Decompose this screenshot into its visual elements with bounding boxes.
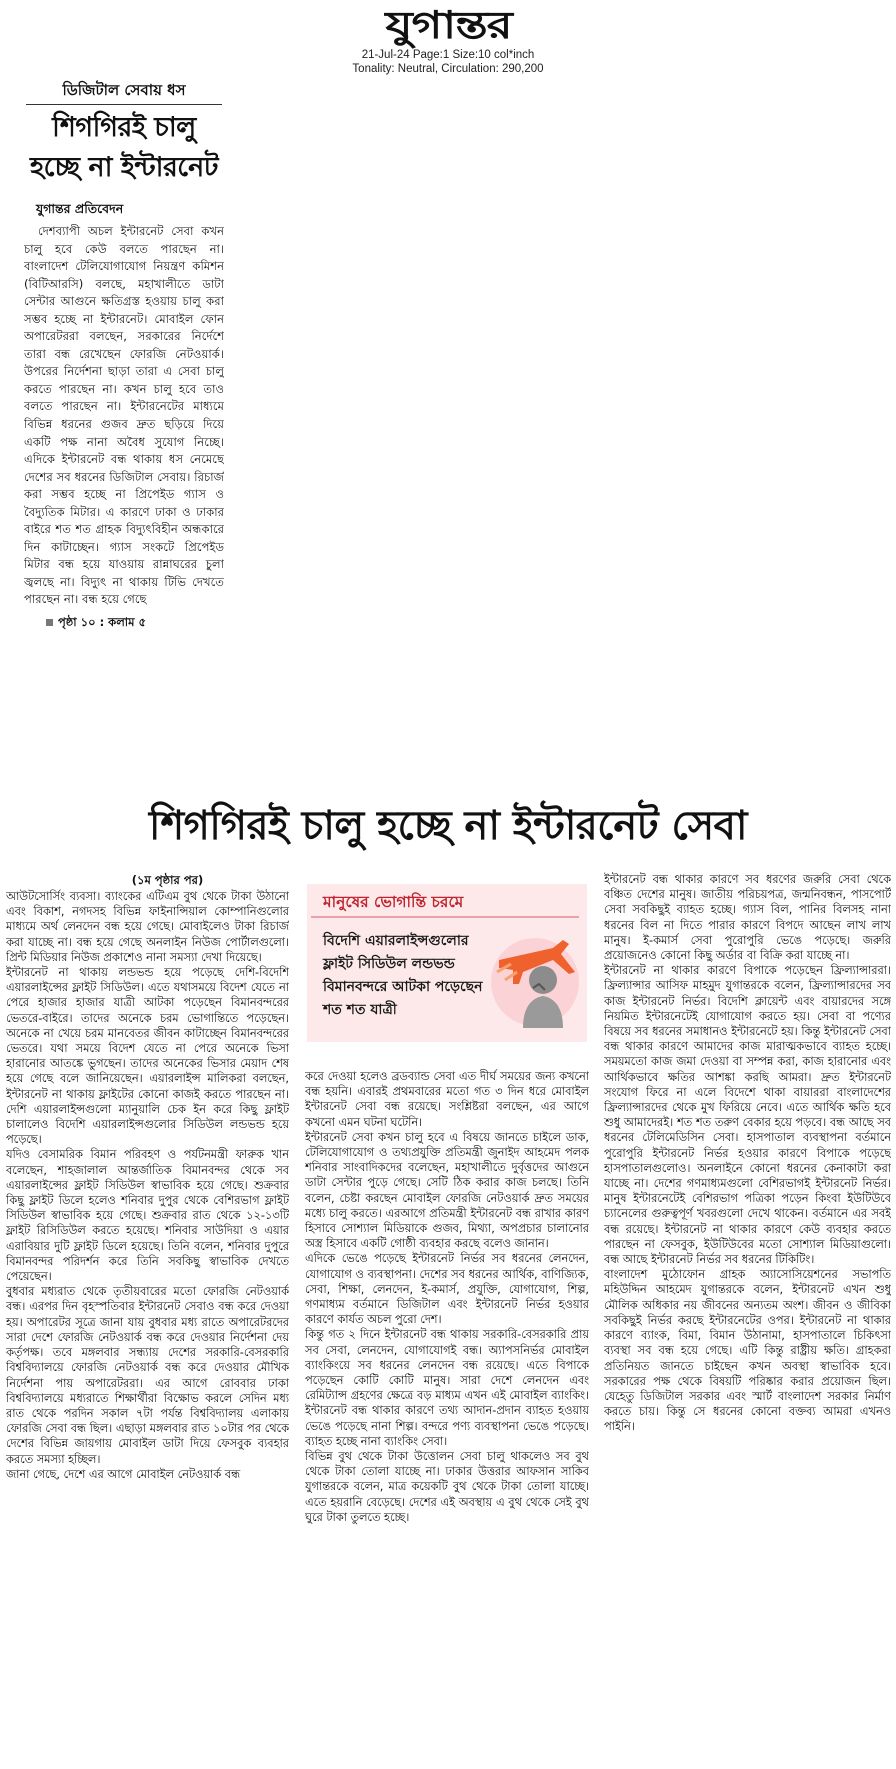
article-paragraph: ইন্টারনেট বন্ধ থাকার কারণে সব ধরণের জরুরি সেবা থেকে বঞ্চিত দেশের মানুষ। জাতীয় পরিচয়পত্র, জন্মনিবন্ধন, পাসপোর্ট সেবা সবকিছুই ব্যাহত হচ্ছে। গ্যাস বিল, পানির বিলসহ নানা ধরনের বিল না দিতে পারার কারণে বিপদে আছেন লাখ লাখ মানুষ। ই-কমার্স সেবা পুরোপুরি ভেঙে পড়েছে। জরুরি প্রয়োজনেও কোনো কিছু অর্ডার বা বিক্রি করা যাচ্ছে না। bbox=[604, 873, 891, 963]
article-paragraph: ইন্টারনেট না থাকার কারণে বিপাকে পড়েছেন ফ্রিল্যান্সাররা। ফ্রিল্যান্সার আসিফ মাহমুদ যুগান্তরকে বলেন, ফ্রিল্যান্সারদের সব কাজ ইন্টারনেট নির্ভর। বিদেশি ক্লায়েন্ট এবং বায়ারদের সঙ্গে নিয়মিত ইন্টারনেটেই যোগাযোগ করতে হয়। সেবা বা পণ্যের বিষয়ে সব ধরনের সমাধানও ইন্টারনেটে হয়। কিন্তু ইন্টারনেট সেবা বন্ধ থাকার কারণে আমাদের কাজ মারাত্মকভাবে ব্যাহত হচ্ছে। সময়মতো কাজ জমা দেওয়া বা সম্পন্ন করা, কাজ হারানোর এবং আর্থিকভাবে ক্ষতির আশঙ্কা করছি আমরা। দ্রুত ইন্টারনেট সংযোগ ফিরে না এলে বিদেশে থাকা বায়াররা বাংলাদেশের ফ্রিল্যান্সারদের থেকে মুখ ফিরিয়ে নেবে। এতে আর্থিক ক্ষতি হবে শুধু আমাদেরই। শত শত তরুণ বেকার হয়ে পড়বে। বন্ধ আছে সব ধরনের টেলিমেডিসিন সেবা। হাসপাতাল ব্যবস্থাপনা বর্তমানে পুরোপুরি ইন্টারনেট নির্ভর হওয়ার কারণে বিপাকে পড়েছে হাসপাতালগুলোও। অনলাইনে কোনো ধরনের কেনাকাটা করা যাচ্ছে না। দেশের গণমাধ্যমগুলো বেশিরভাগই ইন্টারনেট নির্ভর। মানুষ ইন্টারনেটেই বেশিরভাগ পত্রিকা পড়েন কিংবা ইউটিউবে চ্যানেলের গুরুত্বপূর্ণ খবরগুলো দেখে থাকেন। বর্তমানে এর সবই বন্ধ রয়েছে। ইন্টারনেট না থাকার কারণে কেউ ব্যবহার করতে পারছেন না ফেসবুক, ইউটিউবের মতো সোশ্যাল মিডিয়াগুলো। বন্ধ আছে ইন্টারনেট নির্ভর সব ধরনের টিকিটিং। bbox=[604, 964, 891, 1267]
highlight-box bbox=[307, 884, 587, 1042]
continued-on-text: পৃষ্ঠা ১০ : কলাম ৫ bbox=[58, 615, 146, 630]
continued-on-label bbox=[24, 613, 224, 631]
article-paragraph: বুধবার মধ্যরাত থেকে তৃতীয়বারের মতো ফোরজি নেটওয়ার্ক বন্ধ। এরপর দিন বৃহস্পতিবার ইন্টারনেট সেবাও বন্ধ করে দেওয়া হয়। অপারেটর সূত্রে জানা যায় বুধবার মধ্য রাতে অপারেটরদের সারা দেশে ফোরজি নেটওয়ার্ক বন্ধ করে দেওয়ার নির্দেশনা দেয় কর্তৃপক্ষ। তবে মঙ্গলবার সন্ধ্যায় দেশের সরকারি-বেসরকারি বিশ্ববিদ্যালয়ে ফোরজি নেটওয়ার্ক বন্ধ করে দেওয়ার মৌখিক নির্দেশনা পায় অপারেটররা। এর আগে রোববার ঢাকা বিশ্ববিদ্যালয়ে মধ্যরাতে শিক্ষার্থীরা বিক্ষোভ করলে সেদিন মধ্য রাত থেকে পরদিন সকাল ৭টা পর্যন্ত বিশ্ববিদ্যালয় এলাকায় ফোরজি সেবা বন্ধ ছিল। এছাড়া মঙ্গলবার রাত ১০টার পর থেকে দেশের বিভিন্ন জায়গায় মোবাইল ডাটা দিয়ে ফেসবুক ব্যবহার করতে সমস্যা হচ্ছিল। bbox=[6, 1285, 289, 1466]
clipping-kicker: ডিজিটাল সেবায় ধস bbox=[62, 81, 186, 99]
masthead bbox=[0, 2, 896, 76]
article-paragraph: ইন্টারনেট না থাকায় লন্ডভন্ড হয়ে পড়েছে দেশি-বিদেশি এয়ারলাইন্সের ফ্লাইট সিডিউল। এতে যথাসময়ে বিদেশ যেতে না পেরে হাজার হাজার যাত্রী আটকা পড়েছেন বিমানবন্দরের ভেতরে-বাইরে। তাদের অনেকে চরম ভোগান্তিতে পড়েছেন। অনেকে না খেয়ে চরম মানবেতর জীবন কাটাচ্ছেন বিমানবন্দরের ভেতরে। যথা সময়ে বিদেশ যেতে না পেরে অনেকে ভিসা হারানোর আতঙ্কে ভুগছেন। তাদের অনেকের ভিসার মেয়াদ শেষ হয়ে গেছে বলে জানিয়েছেন। এয়ারলাইন্স মালিকরা বলছেন, ইন্টারনেট না থাকায় ফ্লাইটের কোনো কাজই করতে পারছেন না। দেশি এয়ারলাইন্সগুলো ম্যানুয়ালি চেক ইন করে কিছু ফ্লাইট চালালেও বিদেশি এয়ারলাইন্সগুলোর সিডিউল লন্ডভন্ড হয়ে পড়েছে। bbox=[6, 966, 289, 1147]
kicker-divider bbox=[26, 104, 222, 105]
article-column-2 bbox=[305, 1069, 589, 1762]
clipping-meta-date: 21-Jul-24 Page:1 Size:10 col*inch bbox=[361, 49, 535, 61]
clipping-body: দেশব্যাপী অচল ইন্টারনেট সেবা কখন চালু হবে কেউ বলতে পারছেন না। বাংলাদেশ টেলিযোগাযোগ নিয়ন্ত্রণ কমিশন (বিটিআরসি) বলছে, মহাখালীতে ডাটা সেন্টার আগুনে ক্ষতিগ্রস্ত হওয়ায় চালু করা সম্ভব হচ্ছে না ইন্টারনেট। মোবাইল ফোন অপারেটররা বলছেন, সরকারের নির্দেশে তারা বন্ধ রেখেছেন ফোরজি নেটওয়ার্ক। উপরের নির্দেশনা ছাড়া তারা এ সেবা চালু করতে পারছেন না। কখন চালু হবে তাও বলতে পারছেন না। ইন্টারনেটের মাধ্যমে বিভিন্ন ধরনের গুজব দ্রুত ছড়িয়ে দিয়ে একটি পক্ষ নানা অবৈধ সুযোগ নিচ্ছে। এদিকে ইন্টারনেট বন্ধ থাকায় ধস নেমেছে দেশের সব ধরনের ডিজিটাল সেবায়। রিচার্জ করা সম্ভব হচ্ছে না প্রিপেইড গ্যাস ও বৈদ্যুতিক মিটার। এ কারণে ঢাকা ও ঢাকার বাইরে শত শত গ্রাহক বিদ্যুৎবিহীন অন্ধকারে দিন কাটাচ্ছেন। গ্যাস সংকটে প্রিপেইড মিটার বন্ধ হয়ে যাওয়ায় রান্নাঘরের চুলা জ্বলছে না। বিদ্যুৎ না থাকায় টিভি দেখতে পারছেন না। বন্ধ হয়ে গেছে bbox=[24, 224, 224, 607]
article-paragraph: জানা গেছে, দেশে এর আগে মোবাইল নেটওয়ার্ক বন্ধ bbox=[6, 1467, 241, 1481]
article-paragraph: করে দেওয়া হলেও ব্রডব্যান্ড সেবা এত দীর্ঘ সময়ের জন্য কখনো বন্ধ হয়নি। এবারই প্রথমবারের মতো গত ৩ দিন ধরে মোবাইল ইন্টারনেট সেবা বন্ধ রয়েছে। সংশ্লিষ্টরা বলছেন, এর আগে কখনো এমন ঘটনা ঘটেনি। bbox=[305, 1070, 589, 1129]
article-headline: শিগগিরই চালু হচ্ছে না ইন্টারনেট সেবা bbox=[149, 803, 747, 849]
clipping-meta-tonality: Tonality: Neutral, Circulation: 290,200 bbox=[352, 63, 544, 75]
article-column-1 bbox=[6, 872, 289, 1762]
article-paragraph: আউটসোর্সিং ব্যবসা। ব্যাংকের এটিএম বুথ থেকে টাকা উঠানো এবং বিকাশ, নগদসহ বিভিন্ন ফাইনান্সিয়াল কোম্পানিগুলোর মাধ্যমে অর্থ লেনদেন বন্ধ হয়ে গেছে। মোবাইলেও টাকা রিচার্জ করা যাচ্ছে না। বন্ধ হয়ে গেছে অনলাইন নিউজ পোর্টালগুলো। প্রিন্ট মিডিয়ার নিউজ প্রকাশেও নানা সমস্যা দেখা দিয়েছে। bbox=[6, 890, 289, 964]
article-paragraph: কিন্তু গত ২ দিনে ইন্টারনেট বন্ধ থাকায় সরকারি-বেসরকারি প্রায় সব সেবা, লেনদেন, যোগাযোগই বন্ধ। অ্যাপসনির্ভর মোবাইল ব্যাংকিংয়ে সব ধরনের লেনদেন বন্ধ রয়েছে। এতে বিপাকে পড়েছেন কোটি কোটি মানুষ। সারা দেশে লেনদেন এবং রেমিট্যান্স গ্রহণের ক্ষেত্রে বড় মাধ্যম এখন এই মোবাইল ব্যাংকিং। ইন্টারনেট বন্ধ থাকার কারণে তথ্য আদান-প্রদান ব্যাহত হওয়ায় ভেঙে পড়েছে নানা শিল্প। বন্দরে পণ্য ব্যবস্থাপনা ভেঙে পড়েছে। ব্যাহত হচ্ছে নানা ব্যাংকিং সেবা। bbox=[305, 1328, 589, 1448]
highlight-text: বিদেশি এয়ারলাইন্সগুলোর ফ্লাইট সিডিউল লন্ডভন্ড বিমানবন্দরে আটকা পড়েছেন শত শত যাত্রী bbox=[323, 933, 483, 1018]
highlight-title: মানুষের ভোগান্তি চরমে bbox=[311, 888, 579, 918]
article-column-3 bbox=[604, 872, 891, 1762]
article-paragraph: যদিও বেসামরিক বিমান পরিবহণ ও পর্যটনমন্ত্রী ফারুক খান বলেছেন, শাহজালাল আন্তর্জাতিক বিমানবন্দর থেকে সব এয়ারলাইন্সের ফ্লাইট সিডিউল স্বাভাবিক হয়ে গেছে। শুক্রবার কিছু ফ্লাইট ডিলে হলেও শনিবার দুপুর থেকে বেশিরভাগ ফ্লাইট সিডিউল স্বাভাবিক হয়ে গেছে। শুক্রবার রাত থেকে ১২-১৩টি ফ্লাইট রিসিডিউল করতে হয়েছে। শনিবার সাউদিয়া ও এয়ার এরাবিয়ার দুটি ফ্লাইট ডিলে হয়েছে। তিনি বলেন, শনিবার দুপুরে বিমানবন্দর পরিদর্শন করে তিনি সবকিছু স্বাভাবিক দেখতে পেয়েছেন। bbox=[6, 1148, 289, 1284]
stranded-traveler-airplane-icon bbox=[483, 924, 587, 1036]
clipping-headline: শিগগিরই চালু হচ্ছে না ইন্টারনেট bbox=[30, 112, 218, 183]
front-page-clipping bbox=[24, 79, 224, 779]
article-paragraph: ইন্টারনেট সেবা কখন চালু হবে এ বিষয়ে জানতে চাইলে ডাক, টেলিযোগাযোগ ও তথ্যপ্রযুক্তি প্রতিমন্ত্রী জুনাইদ আহমেদ পলক শনিবার সাংবাদিকদের বলেছেন, মহাখালীতে দুর্বৃত্তদের আগুনে ডাটা সেন্টার পুড়ে গেছে। সেটি ঠিক করার কাজ চলছে। তিনি বলেন, চেষ্টা করছেন মোবাইল ফোরজি নেটওয়ার্ক দ্রুত সময়ের মধ্যে চালু করতে। এরআগে প্রতিমন্ত্রী ইন্টারনেট বন্ধ রাখার কারণ হিসাবে সোশ্যাল মিডিয়াকে গুজব, মিথ্যা, অপপ্রচার চালানোর অস্ত্র হিসাবে একটি গোষ্ঠী ব্যবহার করছে বলেও জানান। bbox=[305, 1130, 589, 1251]
article-paragraph: বিভিন্ন বুথ থেকে টাকা উত্তোলন সেবা চালু থাকলেও সব বুথ থেকে টাকা তোলা যাচ্ছে না। ঢাকার উত্তরার আফসান সাকিব যুগান্তরকে বলেন, মাত্র কয়েকটি বুথ থেকে টাকা তোলা যাচ্ছে। এতে হয়রানি বেড়েছে। দেশের এই অবস্থায় এ বুথ থেকে সেই বুথ ঘুরে টাকা তুলতে হচ্ছে। bbox=[305, 1450, 589, 1524]
clipping-byline: যুগান্তর প্রতিবেদন bbox=[36, 201, 124, 216]
article-paragraph: এদিকে ভেঙে পড়েছে ইন্টারনেট নির্ভর সব ধরনের লেনদেন, যোগাযোগ ও ব্যবস্থাপনা। দেশের সব ধরনের আর্থিক, বাণিজ্যিক, সেবা, শিক্ষা, লেনদেন, ই-কমার্স, প্রযুক্তি, যোগাযোগ, শিল্প, গণমাধ্যম বর্তমানে ডিজিটাল এবং ইন্টারনেট নির্ভর হওয়ার কারণে কার্যত অচল পুরো দেশ। bbox=[305, 1252, 589, 1327]
continued-from-label: (১ম পৃষ্ঠার পর) bbox=[131, 873, 204, 887]
newspaper-logo: যুগান্তর bbox=[384, 2, 512, 47]
article-paragraph: বাংলাদেশ মুঠোফোন গ্রাহক অ্যাসোসিয়েশনের সভাপতি মহিউদ্দিন আহমেদ যুগান্তরকে বলেন, ইন্টারনেট এখন শুধু মৌলিক অধিকার নয় জীবনের অন্যতম অংশ। জীবন ও জীবিকা সবকিছুই নির্ভর করছে ইন্টারনেটের ওপর। ইন্টারনেট না থাকার কারণে ব্যাংক, বিমা, বিমান উঠানামা, হাসপাতালে চিকিৎসা ব্যবস্থা সব বন্ধ হয়ে গেছে। এটি কিন্তু রাষ্ট্রীয় ক্ষতি। গ্রাহকরা প্রতিনিয়ত জানতে চাইছেন কখন অবস্থা স্বাভাবিক হবে। সরকারের পক্ষ থেকে বিষয়টি পরিষ্কার করার প্রয়োজন ছিল। যেহেতু ডিজিটাল সরকার এবং স্মার্ট বাংলাদেশ সরকার নির্মাণ করতে চায়। কিন্তু সে ধরনের কোনো বক্তব্য আমরা এখনও পাইনি। bbox=[604, 1268, 891, 1434]
bullet-square-icon bbox=[46, 619, 53, 626]
